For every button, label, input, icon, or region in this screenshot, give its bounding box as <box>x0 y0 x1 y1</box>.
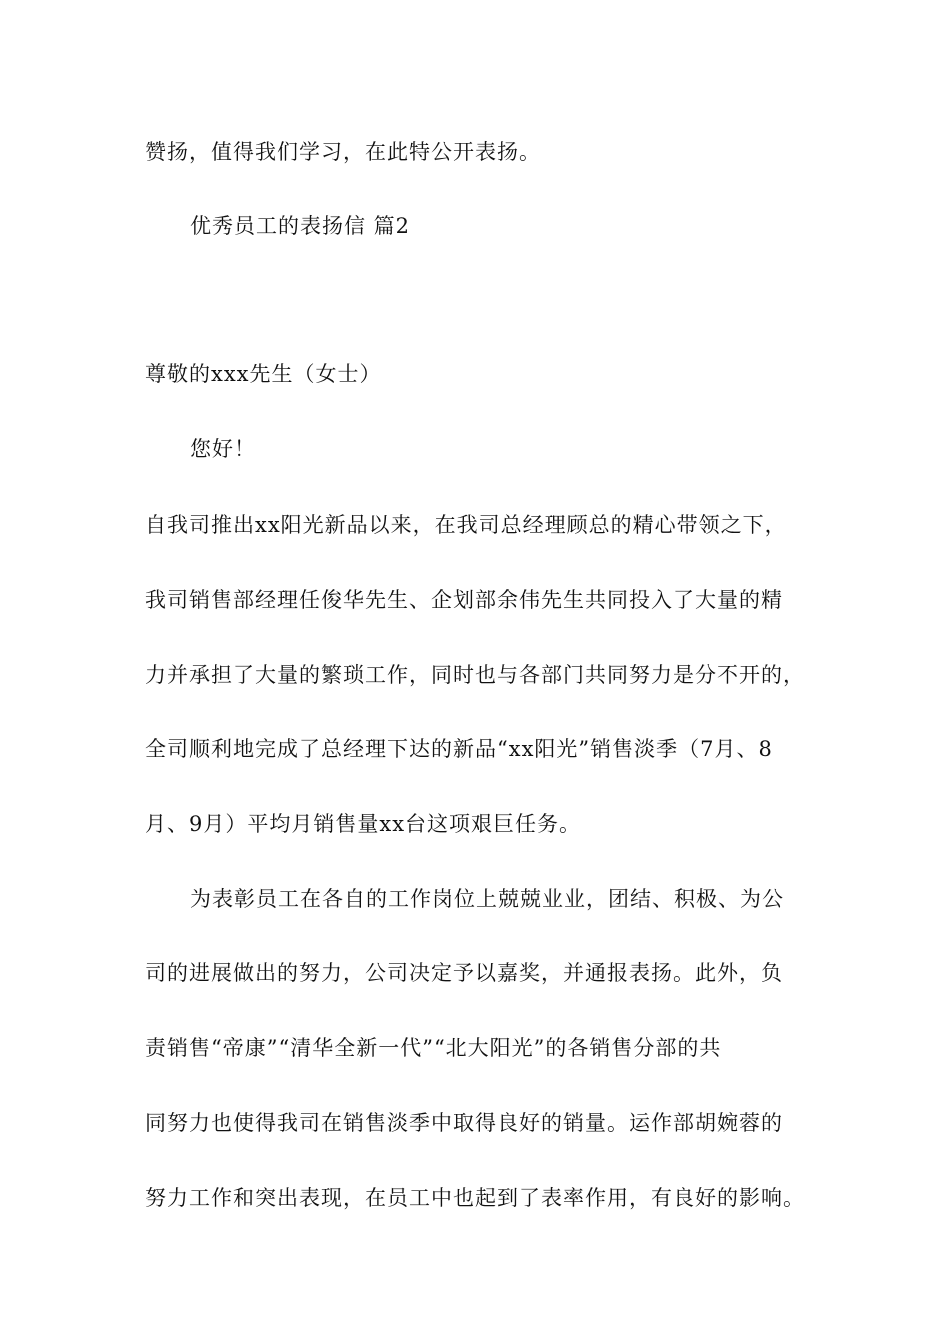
paragraph-line: 为表彰员工在各自的工作岗位上兢兢业业，团结、积极、为公 <box>190 887 784 911</box>
salutation: 尊敬的xxx先生（女士） <box>145 362 382 386</box>
paragraph-line: 自我司推出xx阳光新品以来，在我司总经理顾总的精心带领之下， <box>145 513 787 537</box>
paragraph-line: 同努力也使得我司在销售淡季中取得良好的销量。运作部胡婉蓉的 <box>145 1111 783 1135</box>
paragraph-line: 力并承担了大量的繁琐工作，同时也与各部门共同努力是分不开的， <box>145 663 805 687</box>
paragraph-line: 我司销售部经理任俊华先生、企划部余伟先生共同投入了大量的精 <box>145 588 783 612</box>
greeting: 您好！ <box>190 437 256 461</box>
section-heading: 优秀员工的表扬信 篇2 <box>190 214 411 238</box>
paragraph-line: 司的进展做出的努力，公司决定予以嘉奖，并通报表扬。此外，负 <box>145 961 783 985</box>
paragraph-line: 责销售“帝康”“清华全新一代”“北大阳光”的各销售分部的共 <box>145 1036 722 1060</box>
paragraph-line: 赞扬，值得我们学习，在此特公开表扬。 <box>145 140 541 164</box>
paragraph-line: 月、9月）平均月销售量xx台这项艰巨任务。 <box>145 812 582 836</box>
paragraph-line: 全司顺利地完成了总经理下达的新品“xx阳光”销售淡季（7月、8 <box>145 737 773 761</box>
paragraph-line: 努力工作和突出表现，在员工中也起到了表率作用，有良好的影响。 <box>145 1186 805 1210</box>
